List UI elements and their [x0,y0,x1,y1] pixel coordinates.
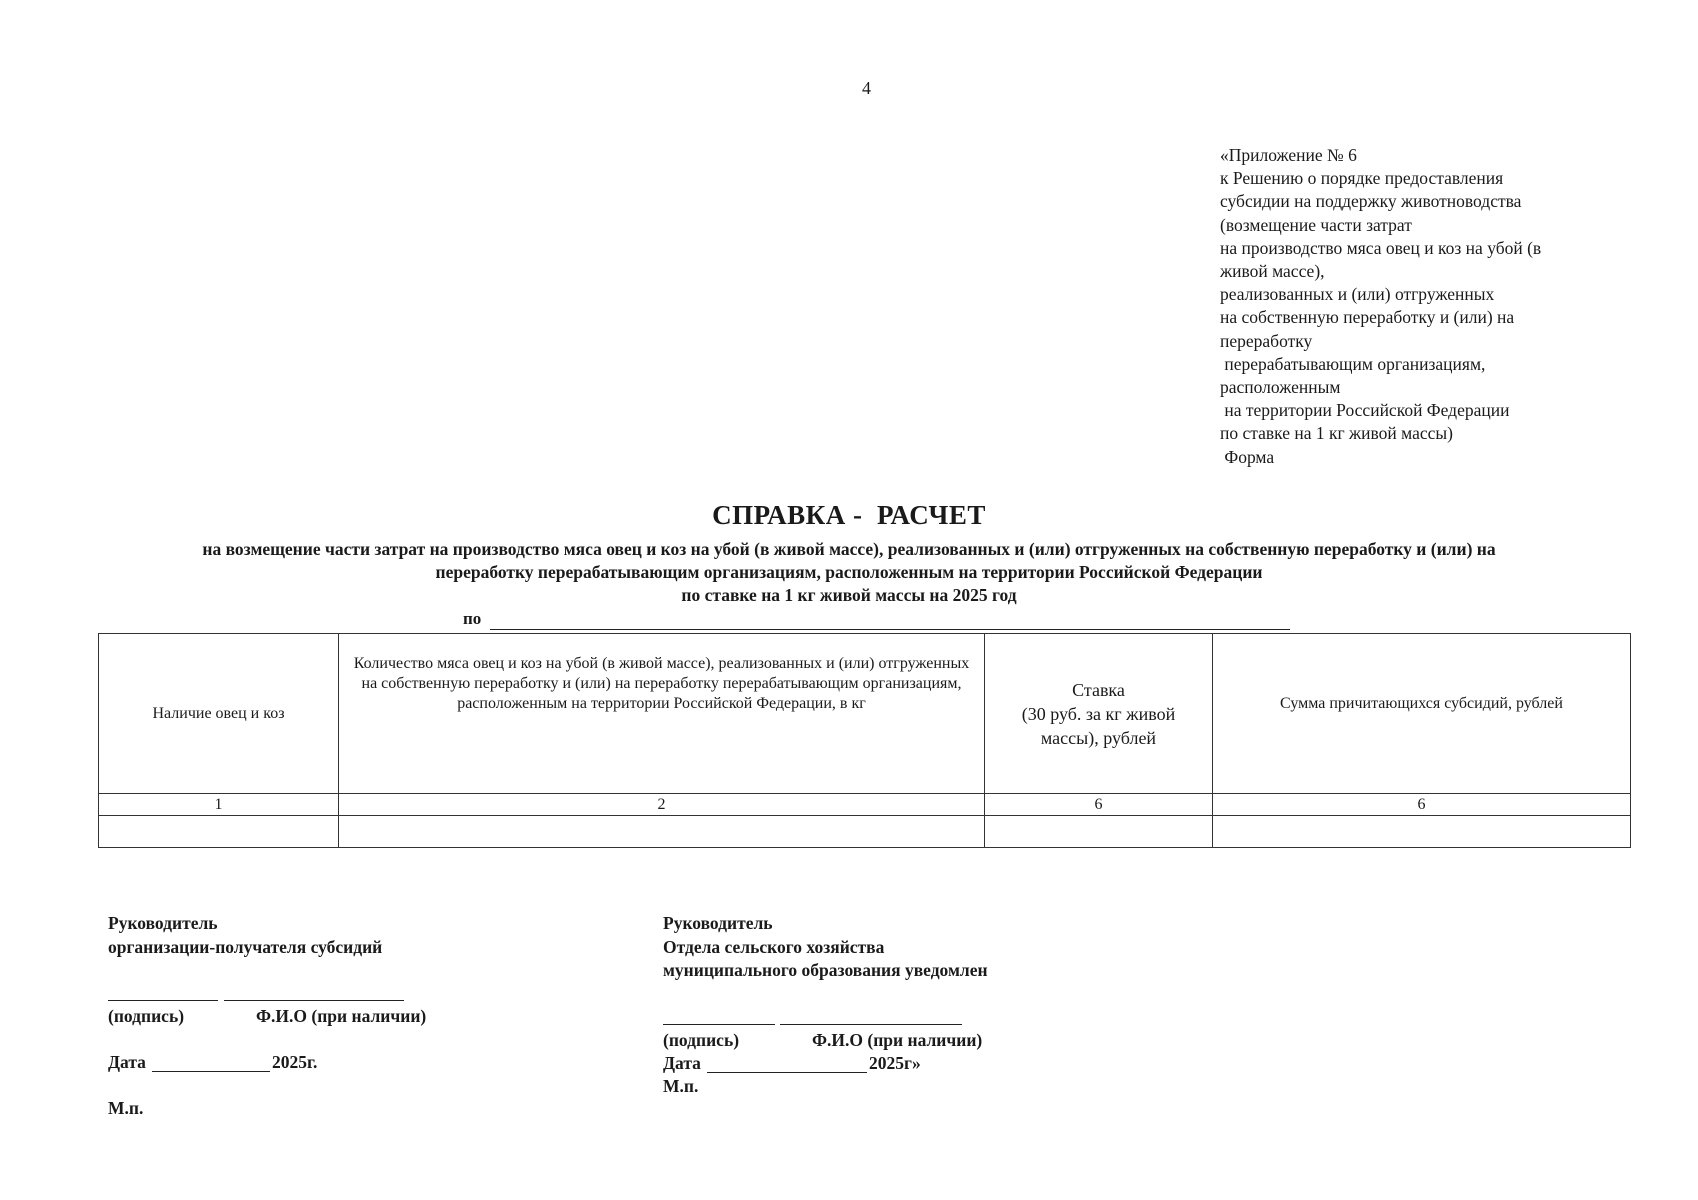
department-fio-label: Ф.И.О (при наличии) [812,1030,983,1050]
table-cell[interactable] [99,816,339,848]
recipient-role-line-2: организации-получателя субсидий [108,936,383,957]
appendix-line: Форма [1220,446,1275,467]
column-number: 6 [1213,794,1631,816]
table-cell[interactable] [1213,816,1631,848]
recipient-date-label: Дата [108,1052,146,1072]
recipient-stamp-label: М.п. [108,1098,144,1118]
recipient-signature-block [108,912,382,959]
column-number: 2 [339,794,985,816]
appendix-line: «Приложение № 6 [1220,145,1357,165]
recipient-fill-line[interactable] [490,629,1290,630]
header-rate [985,634,1213,794]
appendix-line: живой массе), [1220,261,1325,282]
rate-line-3: массы), рублей [1040,727,1157,748]
appendix-line: по ставке на 1 кг живой массы) [1220,423,1453,444]
recipient-label: по [463,609,482,628]
department-signature-label: (подпись) [663,1030,740,1050]
table-cell[interactable] [985,816,1213,848]
appendix-line: (возмещение части затрат [1220,214,1412,235]
appendix-line: к Решению о порядке предоставления [1220,168,1504,189]
appendix-header [1220,144,1640,469]
department-date-label: Дата [663,1053,701,1073]
recipient-role-line-1: Руководитель [108,913,218,933]
header-subsidy-amount: Сумма причитающихся субсидий, рублей [1213,634,1631,794]
recipient-date-line[interactable] [152,1071,270,1072]
rate-line-1: Ставка [1072,679,1125,700]
table-header-row [99,634,1631,794]
subtitle-line-2: переработку перерабатывающим организациям, расположенным на территории Российской Федерации [435,562,1263,582]
column-number: 1 [99,794,339,816]
table-cell[interactable] [339,816,985,848]
calculation-table [98,633,1631,848]
department-signature-block [663,912,988,983]
department-date-year: 2025г» [869,1053,921,1073]
rate-line-2: (30 руб. за кг живой [1021,703,1176,724]
department-date-line[interactable] [707,1072,867,1073]
table-row [99,816,1631,848]
document-title: СПРАВКА - РАСЧЕТ [712,500,986,530]
appendix-line: на собственную переработку и (или) на [1220,307,1515,328]
subtitle-line-1: на возмещение части затрат на производство мяса овец и коз на убой (в живой массе), реализованных и (или) отгруженных на собственную переработку и (или) на [202,539,1496,559]
recipient-signature-label: (подпись) [108,1006,185,1026]
appendix-line: на территории Российской Федерации [1220,400,1510,421]
department-signature-line[interactable] [663,1024,775,1025]
subtitle-line-3: по ставке на 1 кг живой массы на 2025 год [681,585,1017,605]
department-fio-line[interactable] [780,1024,962,1025]
appendix-line: субсидии на поддержку животноводства [1220,191,1522,212]
appendix-line: реализованных и (или) отгруженных [1220,284,1495,305]
appendix-line: переработку [1220,330,1313,351]
recipient-fio-line[interactable] [224,1000,404,1001]
header-meat-quantity: Количество мяса овец и коз на убой (в живой массе), реализованных и (или) отгруженных на собственную переработку и (или) на переработку перерабатывающим организациям, расположенным на территории Российской Федерации, в кг [339,634,985,794]
recipient-date-year: 2025г. [272,1052,318,1072]
appendix-line: расположенным [1220,377,1341,398]
department-role-line-1: Руководитель [663,913,773,933]
department-role-line-2: Отдела сельского хозяйства [663,936,885,957]
recipient-signature-line[interactable] [108,1000,218,1001]
column-number: 6 [985,794,1213,816]
header-sheep-goats-count: Наличие овец и коз [99,634,339,794]
table-column-numbers-row [99,794,1631,816]
recipient-fio-label: Ф.И.О (при наличии) [256,1006,427,1026]
department-role-line-3: муниципального образования уведомлен [663,960,988,980]
appendix-line: перерабатывающим организациям, [1220,353,1486,374]
appendix-line: на производство мяса овец и коз на убой (в [1220,237,1542,258]
page-number: 4 [862,78,871,98]
department-stamp-label: М.п. [663,1076,699,1096]
